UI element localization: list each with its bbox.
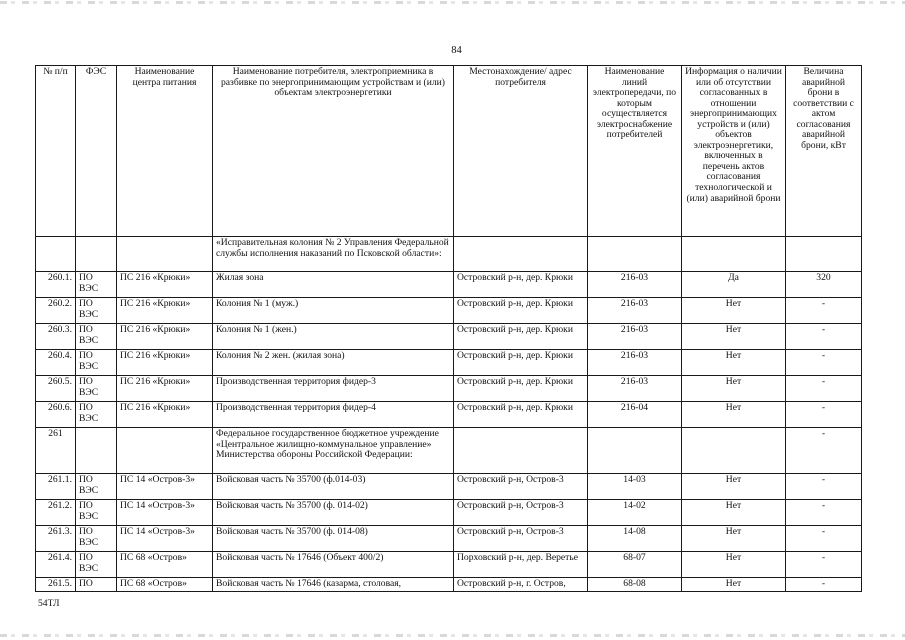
cell-fes: ПО ВЭС — [76, 350, 117, 376]
cell-fes: ПО ВЭС — [76, 298, 117, 324]
cell-line: 68-08 — [588, 578, 682, 592]
cell-info: Нет — [682, 402, 786, 428]
cell-line: 68-07 — [588, 552, 682, 578]
cell-consumer: Войсковая часть № 35700 (ф. 014-02) — [213, 500, 454, 526]
cell-fes: ПО ВЭС — [76, 376, 117, 402]
cell-center: ПС 14 «Остров-3» — [117, 500, 213, 526]
cell-line: 216-03 — [588, 324, 682, 350]
header-lines: Наименование линий электропередачи, по которым осуществляется электроснабжение потребителей — [588, 66, 682, 237]
cell-fes: ПО ВЭС — [76, 526, 117, 552]
cell-line: 216-03 — [588, 350, 682, 376]
cell-reserve: - — [786, 578, 862, 592]
cell-consumer: Войсковая часть № 17646 (Объект 400/2) — [213, 552, 454, 578]
cell-info: Нет — [682, 526, 786, 552]
cell-center: ПС 216 «Крюки» — [117, 272, 213, 298]
cell-center: ПС 14 «Остров-3» — [117, 474, 213, 500]
cell-line: 14-03 — [588, 474, 682, 500]
cell-info: Нет — [682, 474, 786, 500]
scan-artifact-bottom — [0, 634, 905, 637]
document-code: 54ТЛ — [38, 598, 60, 609]
cell-info: Нет — [682, 324, 786, 350]
cell-info: Да — [682, 272, 786, 298]
cell-num: 260.3. — [36, 324, 76, 350]
table-row — [36, 500, 862, 526]
cell-num: 260.4. — [36, 350, 76, 376]
cell-reserve: - — [786, 402, 862, 428]
cell-location: Порховский р-н, дер. Веретье — [454, 552, 588, 578]
cell-location: Островский р-н, Остров-3 — [454, 474, 588, 500]
table-row — [36, 237, 862, 272]
cell-reserve: - — [786, 324, 862, 350]
cell-reserve: - — [786, 474, 862, 500]
table-row — [36, 324, 862, 350]
table-row — [36, 474, 862, 500]
header-power-center: Наименование центра питания — [117, 66, 213, 237]
cell-num: 261.3. — [36, 526, 76, 552]
org-name-cell: «Исправительная колония № 2 Управления Федеральной службы исполнения наказаний по Псковской области»: — [213, 237, 454, 272]
table-row — [36, 376, 862, 402]
cell-info: Нет — [682, 376, 786, 402]
header-reserve: Величина аварийной брони в соответствии с актом согласования аварийной брони, кВт — [786, 66, 862, 237]
cell-center: ПС 68 «Остров» — [117, 578, 213, 592]
cell-center: ПС 68 «Остров» — [117, 552, 213, 578]
cell-fes: ПО — [76, 578, 117, 592]
table-row — [36, 578, 862, 592]
cell-reserve: 320 — [786, 272, 862, 298]
scan-artifact-top — [0, 1, 905, 4]
cell-line: 216-03 — [588, 376, 682, 402]
cell-center: ПС 216 «Крюки» — [117, 350, 213, 376]
table-row — [36, 350, 862, 376]
cell-consumer: Федеральное государственное бюджетное учреждение «Центральное жилищно-коммунальное управление» Министерства обороны Российской Федерации: — [213, 428, 454, 474]
cell-num: 260.6. — [36, 402, 76, 428]
cell-fes: ПО ВЭС — [76, 272, 117, 298]
cell-num: 260.5. — [36, 376, 76, 402]
cell-info: Нет — [682, 578, 786, 592]
cell-center: ПС 216 «Крюки» — [117, 402, 213, 428]
page-number: 84 — [451, 45, 462, 56]
cell-location: Островский р-н, дер. Крюки — [454, 376, 588, 402]
table-header-row — [36, 66, 862, 237]
cell-info: Нет — [682, 298, 786, 324]
cell-location: Островский р-н, г. Остров, — [454, 578, 588, 592]
cell-consumer: Производственная территория фидер-3 — [213, 376, 454, 402]
cell-fes: ПО ВЭС — [76, 402, 117, 428]
cell-reserve: - — [786, 500, 862, 526]
cell-location: Островский р-н, дер. Крюки — [454, 402, 588, 428]
cell-reserve: - — [786, 552, 862, 578]
cell-consumer: Колония № 1 (муж.) — [213, 298, 454, 324]
header-consumer: Наименование потребителя, электроприемника в разбивке по энергопринимающим устройствам и (или) объектам электроэнергетики — [213, 66, 454, 237]
cell-location: Островский р-н, Остров-3 — [454, 500, 588, 526]
cell-consumer: Войсковая часть № 17646 (казарма, столовая, — [213, 578, 454, 592]
table-row — [36, 402, 862, 428]
header-info: Информация о наличии или об отсутствии согласованных в отношении энергопринимающих устройств и (или) объектов электроэнергетики, включенных в перечень актов согласования технологической и (или) аварийной брони — [682, 66, 786, 237]
cell-reserve: - — [786, 350, 862, 376]
cell-num: 260.1. — [36, 272, 76, 298]
cell-reserve: - — [786, 298, 862, 324]
cell-fes: ПО ВЭС — [76, 552, 117, 578]
cell-consumer: Жилая зона — [213, 272, 454, 298]
cell-center: ПС 216 «Крюки» — [117, 298, 213, 324]
cell-location: Островский р-н, дер. Крюки — [454, 272, 588, 298]
cell-reserve: - — [786, 526, 862, 552]
cell-reserve: - — [786, 376, 862, 402]
cell-line: 216-03 — [588, 272, 682, 298]
cell-center: ПС 14 «Остров-3» — [117, 526, 213, 552]
cell-location: Островский р-н, Остров-3 — [454, 526, 588, 552]
cell-fes: ПО ВЭС — [76, 324, 117, 350]
cell-location: Островский р-н, дер. Крюки — [454, 298, 588, 324]
cell-info: Нет — [682, 350, 786, 376]
cell-center: ПС 216 «Крюки» — [117, 324, 213, 350]
cell-num: 261.4. — [36, 552, 76, 578]
table-row — [36, 272, 862, 298]
cell-fes: ПО ВЭС — [76, 500, 117, 526]
cell-num: 261.2. — [36, 500, 76, 526]
cell-line: 216-03 — [588, 298, 682, 324]
cell-consumer: Колония № 1 (жен.) — [213, 324, 454, 350]
cell-location: Островский р-н, дер. Крюки — [454, 324, 588, 350]
table-row — [36, 526, 862, 552]
table-row — [36, 552, 862, 578]
cell-info: Нет — [682, 552, 786, 578]
header-num: № п/п — [36, 66, 76, 237]
cell-line: 216-04 — [588, 402, 682, 428]
table-row — [36, 428, 862, 474]
cell-reserve: - — [786, 428, 862, 474]
table-row — [36, 298, 862, 324]
cell-info: Нет — [682, 500, 786, 526]
cell-consumer: Войсковая часть № 35700 (ф.014-03) — [213, 474, 454, 500]
cell-line: 14-08 — [588, 526, 682, 552]
cell-consumer: Производственная территория фидер-4 — [213, 402, 454, 428]
cell-line: 14-02 — [588, 500, 682, 526]
header-location: Местонахождение/ адрес потребителя — [454, 66, 588, 237]
cell-num: 261.5. — [36, 578, 76, 592]
cell-consumer: Войсковая часть № 35700 (ф. 014-08) — [213, 526, 454, 552]
cell-num: 261.1. — [36, 474, 76, 500]
consumer-table — [35, 65, 862, 592]
cell-center: ПС 216 «Крюки» — [117, 376, 213, 402]
cell-num: 261 — [36, 428, 76, 474]
cell-consumer: Колония № 2 жен. (жилая зона) — [213, 350, 454, 376]
cell-num: 260.2. — [36, 298, 76, 324]
cell-fes: ПО ВЭС — [76, 474, 117, 500]
cell-location: Островский р-н, дер. Крюки — [454, 350, 588, 376]
header-fes: ФЭС — [76, 66, 117, 237]
